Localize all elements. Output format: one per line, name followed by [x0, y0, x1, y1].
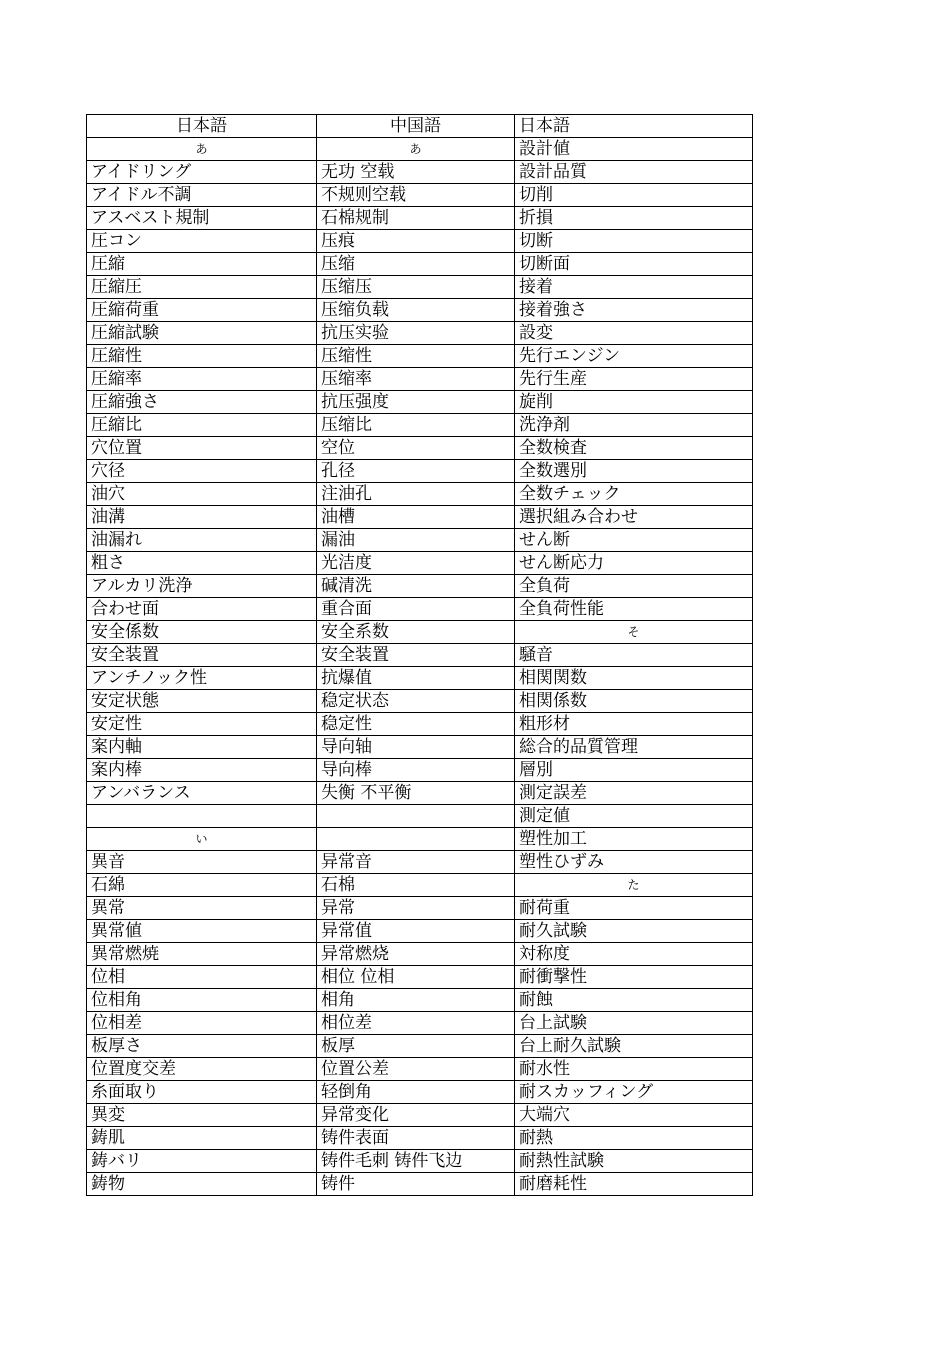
- japanese-cell: アンバランス: [87, 782, 317, 805]
- japanese-cell: アンチノック性: [87, 667, 317, 690]
- japanese-cell: 鋳肌: [87, 1127, 317, 1150]
- chinese-cell: 相位差: [317, 1012, 515, 1035]
- chinese-cell: 漏油: [317, 529, 515, 552]
- table-row: [87, 989, 753, 1012]
- header-japanese-2: 日本語: [515, 115, 753, 138]
- chinese-cell: 注油孔: [317, 483, 515, 506]
- chinese-cell: 不规则空载: [317, 184, 515, 207]
- table-row: [87, 1127, 753, 1150]
- table-row: [87, 483, 753, 506]
- japanese-cell-2: 耐熱性試験: [515, 1150, 753, 1173]
- table-row: [87, 1035, 753, 1058]
- japanese-cell: あ: [87, 138, 317, 161]
- japanese-cell-2: 相関関数: [515, 667, 753, 690]
- japanese-cell: 圧縮性: [87, 345, 317, 368]
- japanese-cell-2: せん断応力: [515, 552, 753, 575]
- table-row: [87, 322, 753, 345]
- table-row: [87, 598, 753, 621]
- japanese-cell: 圧コン: [87, 230, 317, 253]
- table-row: [87, 552, 753, 575]
- japanese-cell-2: 切断面: [515, 253, 753, 276]
- japanese-cell: アイドリング: [87, 161, 317, 184]
- chinese-cell: 压缩率: [317, 368, 515, 391]
- header-chinese: 中国語: [317, 115, 515, 138]
- japanese-cell-2: 接着強さ: [515, 299, 753, 322]
- chinese-cell: 异常变化: [317, 1104, 515, 1127]
- chinese-cell: 异常值: [317, 920, 515, 943]
- japanese-cell: 圧縮圧: [87, 276, 317, 299]
- chinese-cell: [317, 828, 515, 851]
- chinese-cell: 油槽: [317, 506, 515, 529]
- japanese-cell: 油溝: [87, 506, 317, 529]
- chinese-cell: 异常燃烧: [317, 943, 515, 966]
- japanese-cell-2: 全負荷性能: [515, 598, 753, 621]
- japanese-cell-2: 耐衝撃性: [515, 966, 753, 989]
- japanese-cell-2: 耐磨耗性: [515, 1173, 753, 1196]
- table-row: [87, 920, 753, 943]
- chinese-cell: 安全装置: [317, 644, 515, 667]
- chinese-cell: 导向棒: [317, 759, 515, 782]
- japanese-cell-2: 全数選別: [515, 460, 753, 483]
- japanese-cell: 異常燃焼: [87, 943, 317, 966]
- table-row: [87, 736, 753, 759]
- japanese-cell: 圧縮: [87, 253, 317, 276]
- table-row: [87, 161, 753, 184]
- table-row: [87, 368, 753, 391]
- table-row: [87, 621, 753, 644]
- japanese-cell-2: 選択組み合わせ: [515, 506, 753, 529]
- japanese-cell: 異変: [87, 1104, 317, 1127]
- japanese-cell-2: そ: [515, 621, 753, 644]
- japanese-cell: 合わせ面: [87, 598, 317, 621]
- japanese-cell: 圧縮強さ: [87, 391, 317, 414]
- chinese-cell: 压缩压: [317, 276, 515, 299]
- table-row: [87, 414, 753, 437]
- japanese-cell-2: 設計値: [515, 138, 753, 161]
- header-row: [87, 115, 753, 138]
- table-row: [87, 1012, 753, 1035]
- chinese-cell: 石棉规制: [317, 207, 515, 230]
- chinese-cell: 孔径: [317, 460, 515, 483]
- chinese-cell: 石棉: [317, 874, 515, 897]
- chinese-cell: 碱清洗: [317, 575, 515, 598]
- table-row: [87, 437, 753, 460]
- chinese-cell: 稳定状态: [317, 690, 515, 713]
- japanese-cell-2: 耐蝕: [515, 989, 753, 1012]
- chinese-cell: 铸件表面: [317, 1127, 515, 1150]
- japanese-cell-2: 切削: [515, 184, 753, 207]
- japanese-cell: 位相差: [87, 1012, 317, 1035]
- chinese-cell: 压缩: [317, 253, 515, 276]
- glossary-body: [87, 115, 753, 1196]
- chinese-cell: 板厚: [317, 1035, 515, 1058]
- japanese-cell-2: 洗浄剤: [515, 414, 753, 437]
- japanese-cell: い: [87, 828, 317, 851]
- japanese-cell: 安定性: [87, 713, 317, 736]
- japanese-cell: アスベスト規制: [87, 207, 317, 230]
- table-row: [87, 966, 753, 989]
- japanese-cell-2: 台上試験: [515, 1012, 753, 1035]
- table-row: [87, 1081, 753, 1104]
- chinese-cell: 失衡 不平衡: [317, 782, 515, 805]
- japanese-cell-2: 相関係数: [515, 690, 753, 713]
- table-row: [87, 874, 753, 897]
- table-row: [87, 575, 753, 598]
- chinese-cell: 稳定性: [317, 713, 515, 736]
- chinese-cell: 抗压强度: [317, 391, 515, 414]
- japanese-cell-2: 旋削: [515, 391, 753, 414]
- japanese-cell: 異常: [87, 897, 317, 920]
- japanese-cell: 位置度交差: [87, 1058, 317, 1081]
- table-row: [87, 851, 753, 874]
- chinese-cell: 相位 位相: [317, 966, 515, 989]
- japanese-cell: 油漏れ: [87, 529, 317, 552]
- japanese-cell-2: 騒音: [515, 644, 753, 667]
- japanese-cell-2: 接着: [515, 276, 753, 299]
- table-row: [87, 506, 753, 529]
- japanese-cell-2: 層別: [515, 759, 753, 782]
- table-row: [87, 943, 753, 966]
- japanese-cell-2: 台上耐久試験: [515, 1035, 753, 1058]
- chinese-cell: 铸件: [317, 1173, 515, 1196]
- japanese-cell: 異音: [87, 851, 317, 874]
- table-row: [87, 253, 753, 276]
- japanese-cell-2: 設変: [515, 322, 753, 345]
- table-row: [87, 1058, 753, 1081]
- table-row: [87, 897, 753, 920]
- japanese-cell-2: 塑性加工: [515, 828, 753, 851]
- table-row: [87, 713, 753, 736]
- chinese-cell: 异常音: [317, 851, 515, 874]
- chinese-cell: [317, 805, 515, 828]
- japanese-cell: 粗さ: [87, 552, 317, 575]
- chinese-cell: 抗爆值: [317, 667, 515, 690]
- chinese-cell: あ: [317, 138, 515, 161]
- table-row: [87, 690, 753, 713]
- japanese-cell-2: 先行生産: [515, 368, 753, 391]
- table-row: [87, 184, 753, 207]
- table-row: [87, 782, 753, 805]
- chinese-cell: 轻倒角: [317, 1081, 515, 1104]
- japanese-cell-2: 折損: [515, 207, 753, 230]
- chinese-cell: 压痕: [317, 230, 515, 253]
- table-row: [87, 828, 753, 851]
- chinese-cell: 压缩性: [317, 345, 515, 368]
- japanese-cell-2: 塑性ひずみ: [515, 851, 753, 874]
- chinese-cell: 抗压实验: [317, 322, 515, 345]
- japanese-cell: 安全装置: [87, 644, 317, 667]
- chinese-cell: 重合面: [317, 598, 515, 621]
- japanese-cell-2: 測定値: [515, 805, 753, 828]
- japanese-cell: 圧縮荷重: [87, 299, 317, 322]
- japanese-cell-2: 全負荷: [515, 575, 753, 598]
- japanese-cell: 油穴: [87, 483, 317, 506]
- chinese-cell: 相角: [317, 989, 515, 1012]
- japanese-cell-2: 耐荷重: [515, 897, 753, 920]
- header-japanese: 日本語: [87, 115, 317, 138]
- japanese-cell: 穴位置: [87, 437, 317, 460]
- japanese-cell: アルカリ洗浄: [87, 575, 317, 598]
- table-row: [87, 805, 753, 828]
- chinese-cell: 导向轴: [317, 736, 515, 759]
- table-row: [87, 391, 753, 414]
- japanese-cell-2: 全数チェック: [515, 483, 753, 506]
- table-row: [87, 1173, 753, 1196]
- japanese-cell-2: た: [515, 874, 753, 897]
- japanese-cell: 異常値: [87, 920, 317, 943]
- japanese-cell-2: 全数検査: [515, 437, 753, 460]
- table-row: [87, 345, 753, 368]
- japanese-cell-2: 耐久試験: [515, 920, 753, 943]
- japanese-cell: アイドル不調: [87, 184, 317, 207]
- chinese-cell: 安全系数: [317, 621, 515, 644]
- table-row: [87, 644, 753, 667]
- japanese-cell: 鋳物: [87, 1173, 317, 1196]
- japanese-cell-2: 耐水性: [515, 1058, 753, 1081]
- japanese-cell: 穴径: [87, 460, 317, 483]
- table-row: [87, 230, 753, 253]
- japanese-cell: [87, 805, 317, 828]
- chinese-cell: 异常: [317, 897, 515, 920]
- table-row: [87, 1150, 753, 1173]
- japanese-cell: 石綿: [87, 874, 317, 897]
- table-row: [87, 667, 753, 690]
- table-row: [87, 276, 753, 299]
- japanese-cell-2: 設計品質: [515, 161, 753, 184]
- japanese-cell-2: 大端穴: [515, 1104, 753, 1127]
- japanese-cell: 鋳バリ: [87, 1150, 317, 1173]
- japanese-cell-2: 総合的品質管理: [515, 736, 753, 759]
- table-row: [87, 207, 753, 230]
- japanese-cell: 位相角: [87, 989, 317, 1012]
- japanese-cell-2: 粗形材: [515, 713, 753, 736]
- table-row: [87, 1104, 753, 1127]
- japanese-cell: 圧縮率: [87, 368, 317, 391]
- chinese-cell: 压缩比: [317, 414, 515, 437]
- japanese-cell-2: 測定誤差: [515, 782, 753, 805]
- japanese-cell-2: 先行エンジン: [515, 345, 753, 368]
- table-row: [87, 299, 753, 322]
- japanese-cell-2: 対称度: [515, 943, 753, 966]
- table-row: [87, 759, 753, 782]
- table-row: [87, 138, 753, 161]
- table-row: [87, 460, 753, 483]
- japanese-cell-2: 切断: [515, 230, 753, 253]
- japanese-cell: 圧縮比: [87, 414, 317, 437]
- japanese-cell: 圧縮試験: [87, 322, 317, 345]
- japanese-cell: 案内棒: [87, 759, 317, 782]
- chinese-cell: 空位: [317, 437, 515, 460]
- japanese-cell: 安定状態: [87, 690, 317, 713]
- japanese-cell-2: 耐スカッフィング: [515, 1081, 753, 1104]
- chinese-cell: 位置公差: [317, 1058, 515, 1081]
- glossary-table: [86, 114, 753, 1196]
- chinese-cell: 无功 空载: [317, 161, 515, 184]
- japanese-cell: 糸面取り: [87, 1081, 317, 1104]
- japanese-cell: 案内軸: [87, 736, 317, 759]
- japanese-cell-2: 耐熱: [515, 1127, 753, 1150]
- japanese-cell: 位相: [87, 966, 317, 989]
- chinese-cell: 光洁度: [317, 552, 515, 575]
- chinese-cell: 压缩负载: [317, 299, 515, 322]
- japanese-cell: 板厚さ: [87, 1035, 317, 1058]
- chinese-cell: 铸件毛刺 铸件飞边: [317, 1150, 515, 1173]
- japanese-cell: 安全係数: [87, 621, 317, 644]
- table-row: [87, 529, 753, 552]
- japanese-cell-2: せん断: [515, 529, 753, 552]
